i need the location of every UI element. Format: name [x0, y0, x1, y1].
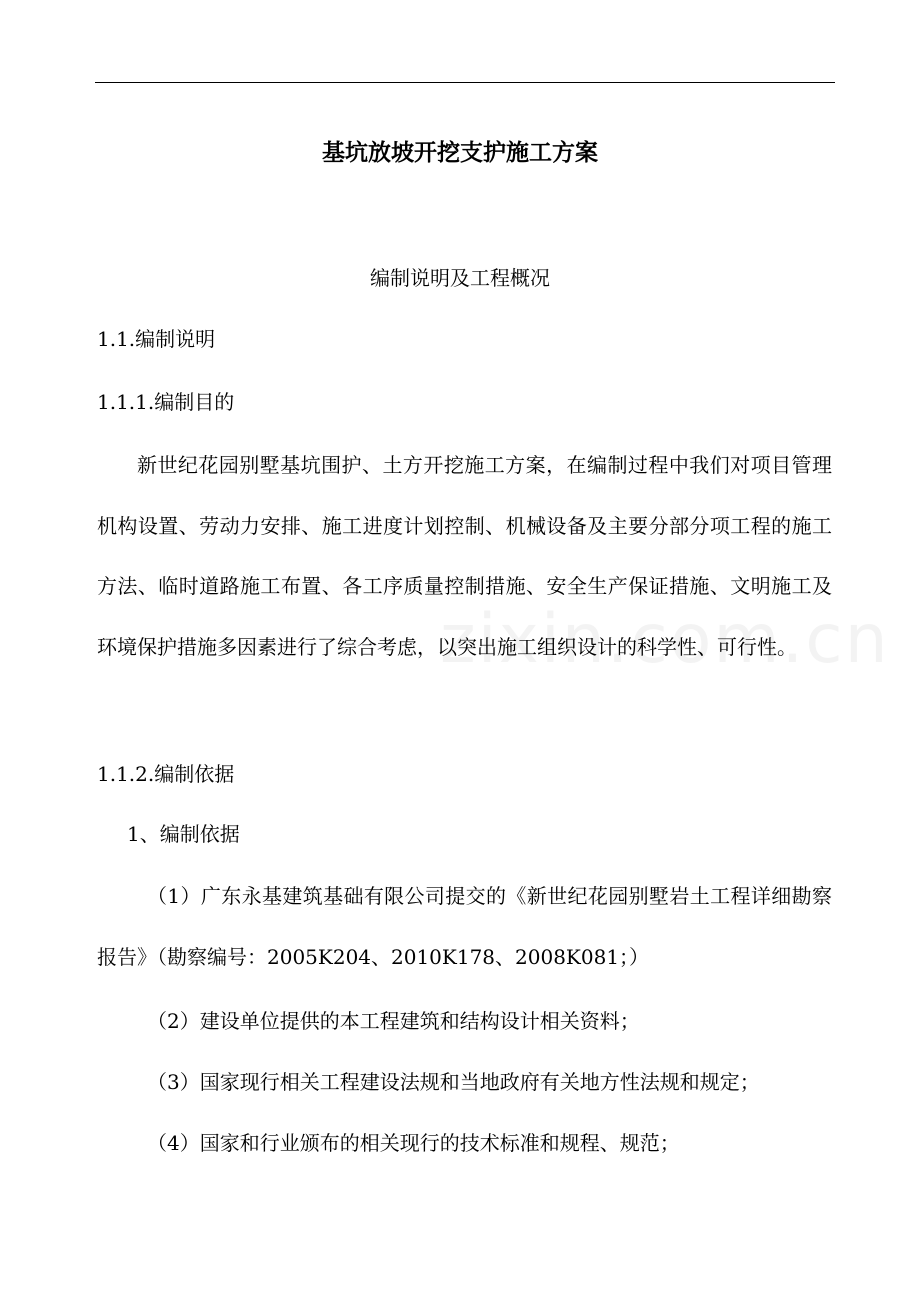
- header-rule: [95, 82, 835, 83]
- heading-1-1-2: 1.1.2.编制依据: [97, 762, 235, 786]
- paragraph-purpose: 新世纪花园别墅基坑围护、土方开挖施工方案，在编制过程中我们对项目管理机构设置、劳动力安排、施工进度计划控制、机械设备及主要分部分项工程的施工方法、临时道路施工布置、各工序质量控制措施、安全生产保证措施、文明施工及环境保护措施多因素进行了综合考虑，以突出施工组织设计的科学性、可行性。: [97, 453, 832, 659]
- section-subtitle: 编制说明及工程概况: [370, 266, 550, 290]
- heading-1-1: 1.1.编制说明: [97, 327, 216, 351]
- basis-item-4: （4）国家和行业颁布的相关现行的技术标准和规程、规范；: [147, 1131, 680, 1155]
- basis-item-2: （2）建设单位提供的本工程建筑和结构设计相关资料；: [147, 1009, 640, 1033]
- basis-item-1: （1）广东永基建筑基础有限公司提交的《新世纪花园别墅岩土工程详细勘察报告》（勘察编号：2005K204、2010K178、2008K081；）: [97, 884, 832, 969]
- basis-heading: 1、编制依据: [127, 822, 240, 846]
- document-title: 基坑放坡开挖支护施工方案: [322, 140, 598, 166]
- heading-1-1-1: 1.1.1.编制目的: [97, 390, 235, 414]
- basis-item-3: （3）国家现行相关工程建设法规和当地政府有关地方性法规和规定；: [147, 1070, 760, 1094]
